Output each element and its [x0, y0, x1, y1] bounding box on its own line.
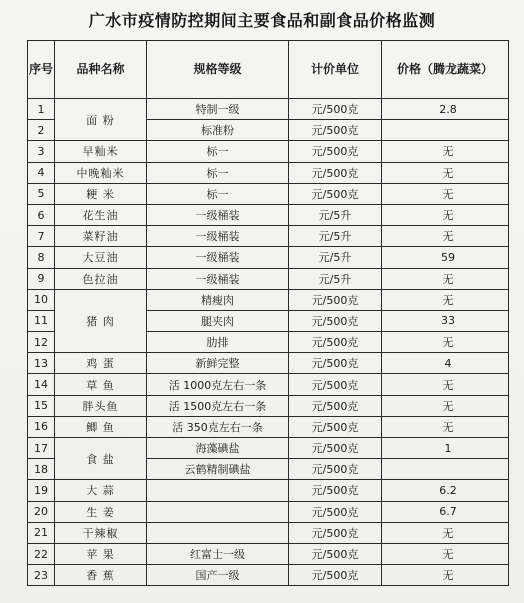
- row-unit: 元/500克: [289, 565, 382, 586]
- row-idx: 17: [28, 438, 55, 459]
- table-header-row: [28, 41, 509, 99]
- row-price: 无: [382, 332, 509, 353]
- row-unit: 元/500克: [289, 395, 382, 416]
- row-name: 胖头鱼: [55, 395, 147, 416]
- row-price: 4: [382, 353, 509, 374]
- row-idx: 16: [28, 416, 55, 437]
- header-name: 品种名称: [55, 41, 147, 99]
- table-row: [28, 438, 509, 459]
- row-unit: 元/500克: [289, 120, 382, 141]
- row-spec: 国产一级: [147, 565, 289, 586]
- row-price: 6.7: [382, 501, 509, 522]
- row-name: 大 蒜: [55, 480, 147, 501]
- row-spec: 一级桶装: [147, 268, 289, 289]
- row-price: 无: [382, 522, 509, 543]
- row-price: 无: [382, 374, 509, 395]
- row-idx: 9: [28, 268, 55, 289]
- row-idx: 6: [28, 204, 55, 225]
- row-idx: 15: [28, 395, 55, 416]
- row-name: 面 粉: [55, 99, 147, 141]
- row-idx: 23: [28, 565, 55, 586]
- row-spec: [147, 501, 289, 522]
- row-price: 无: [382, 141, 509, 162]
- row-spec: 活 350克左右一条: [147, 416, 289, 437]
- row-name: 香 蕉: [55, 565, 147, 586]
- row-idx: 7: [28, 226, 55, 247]
- header-unit: 计价单位: [289, 41, 382, 99]
- row-price: [382, 459, 509, 480]
- row-unit: 元/5升: [289, 268, 382, 289]
- row-unit: 元/500克: [289, 459, 382, 480]
- table-row: [28, 204, 509, 225]
- row-name: 干辣椒: [55, 522, 147, 543]
- row-price: 6.2: [382, 480, 509, 501]
- row-unit: 元/500克: [289, 183, 382, 204]
- row-spec: 标准粉: [147, 120, 289, 141]
- row-idx: 11: [28, 310, 55, 331]
- row-idx: 2: [28, 120, 55, 141]
- row-name: 生 姜: [55, 501, 147, 522]
- table-row: [28, 395, 509, 416]
- row-name: 花生油: [55, 204, 147, 225]
- row-unit: 元/500克: [289, 353, 382, 374]
- row-unit: 元/5升: [289, 247, 382, 268]
- row-spec: 云鹤精制碘盐: [147, 459, 289, 480]
- table-row: [28, 353, 509, 374]
- table-row: [28, 374, 509, 395]
- row-spec: 特制一级: [147, 99, 289, 120]
- row-idx: 19: [28, 480, 55, 501]
- page-title: 广水市疫情防控期间主要食品和副食品价格监测: [88, 11, 436, 30]
- row-name: 鸡 蛋: [55, 353, 147, 374]
- header-price: 价格（腾龙蔬菜）: [382, 41, 509, 99]
- row-unit: 元/500克: [289, 162, 382, 183]
- row-unit: 元/5升: [289, 204, 382, 225]
- row-spec: 精瘦肉: [147, 289, 289, 310]
- table-row: [28, 416, 509, 437]
- row-unit: 元/500克: [289, 374, 382, 395]
- table-row: [28, 522, 509, 543]
- row-spec: 海藻碘盐: [147, 438, 289, 459]
- table-row: [28, 268, 509, 289]
- row-name: 大豆油: [55, 247, 147, 268]
- table-row: [28, 543, 509, 564]
- row-price: 无: [382, 416, 509, 437]
- row-price: 59: [382, 247, 509, 268]
- row-name: 菜籽油: [55, 226, 147, 247]
- row-name: 草 鱼: [55, 374, 147, 395]
- row-idx: 18: [28, 459, 55, 480]
- row-unit: 元/500克: [289, 99, 382, 120]
- row-name: 猪 肉: [55, 289, 147, 353]
- row-spec: [147, 480, 289, 501]
- table-row: [28, 289, 509, 310]
- row-price: 无: [382, 289, 509, 310]
- price-table: [27, 40, 509, 586]
- row-unit: 元/500克: [289, 141, 382, 162]
- row-spec: 腿夹肉: [147, 310, 289, 331]
- table-row: [28, 247, 509, 268]
- row-spec: 红富士一级: [147, 543, 289, 564]
- row-spec: 一级桶装: [147, 226, 289, 247]
- row-price: 无: [382, 543, 509, 564]
- row-idx: 3: [28, 141, 55, 162]
- row-spec: [147, 522, 289, 543]
- row-spec: 一级桶装: [147, 204, 289, 225]
- row-idx: 13: [28, 353, 55, 374]
- row-idx: 21: [28, 522, 55, 543]
- row-idx: 10: [28, 289, 55, 310]
- row-name: 食 盐: [55, 438, 147, 480]
- row-unit: 元/500克: [289, 332, 382, 353]
- row-spec: 新鲜完整: [147, 353, 289, 374]
- row-idx: 4: [28, 162, 55, 183]
- table-row: [28, 480, 509, 501]
- row-spec: 活 1000克左右一条: [147, 374, 289, 395]
- table-row: [28, 183, 509, 204]
- row-spec: 标一: [147, 141, 289, 162]
- row-price: 无: [382, 162, 509, 183]
- row-price: 无: [382, 183, 509, 204]
- row-price: 无: [382, 204, 509, 225]
- row-price: 无: [382, 395, 509, 416]
- row-name: 色拉油: [55, 268, 147, 289]
- table-row: [28, 226, 509, 247]
- row-name: 早籼米: [55, 141, 147, 162]
- table-row: [28, 99, 509, 120]
- row-name: 粳 米: [55, 183, 147, 204]
- row-price: 无: [382, 565, 509, 586]
- row-price: 1: [382, 438, 509, 459]
- table-row: [28, 141, 509, 162]
- row-spec: 标一: [147, 162, 289, 183]
- row-name: 鲫 鱼: [55, 416, 147, 437]
- row-price: [382, 120, 509, 141]
- row-idx: 1: [28, 99, 55, 120]
- header-idx: 序号: [28, 41, 55, 99]
- row-spec: 一级桶装: [147, 247, 289, 268]
- table-row: [28, 162, 509, 183]
- row-price: 2.8: [382, 99, 509, 120]
- table-row: [28, 565, 509, 586]
- row-unit: 元/500克: [289, 310, 382, 331]
- row-unit: 元/500克: [289, 480, 382, 501]
- row-name: 苹 果: [55, 543, 147, 564]
- row-unit: 元/500克: [289, 416, 382, 437]
- row-price: 无: [382, 268, 509, 289]
- row-idx: 20: [28, 501, 55, 522]
- row-idx: 5: [28, 183, 55, 204]
- row-unit: 元/5升: [289, 226, 382, 247]
- row-unit: 元/500克: [289, 522, 382, 543]
- row-spec: 肋排: [147, 332, 289, 353]
- row-unit: 元/500克: [289, 438, 382, 459]
- row-idx: 14: [28, 374, 55, 395]
- row-spec: 活 1500克左右一条: [147, 395, 289, 416]
- row-price: 33: [382, 310, 509, 331]
- row-idx: 8: [28, 247, 55, 268]
- row-unit: 元/500克: [289, 543, 382, 564]
- row-unit: 元/500克: [289, 289, 382, 310]
- header-spec: 规格等级: [147, 41, 289, 99]
- row-price: 无: [382, 226, 509, 247]
- row-unit: 元/500克: [289, 501, 382, 522]
- table-row: [28, 501, 509, 522]
- row-idx: 12: [28, 332, 55, 353]
- row-spec: 标一: [147, 183, 289, 204]
- row-name: 中晚籼米: [55, 162, 147, 183]
- row-idx: 22: [28, 543, 55, 564]
